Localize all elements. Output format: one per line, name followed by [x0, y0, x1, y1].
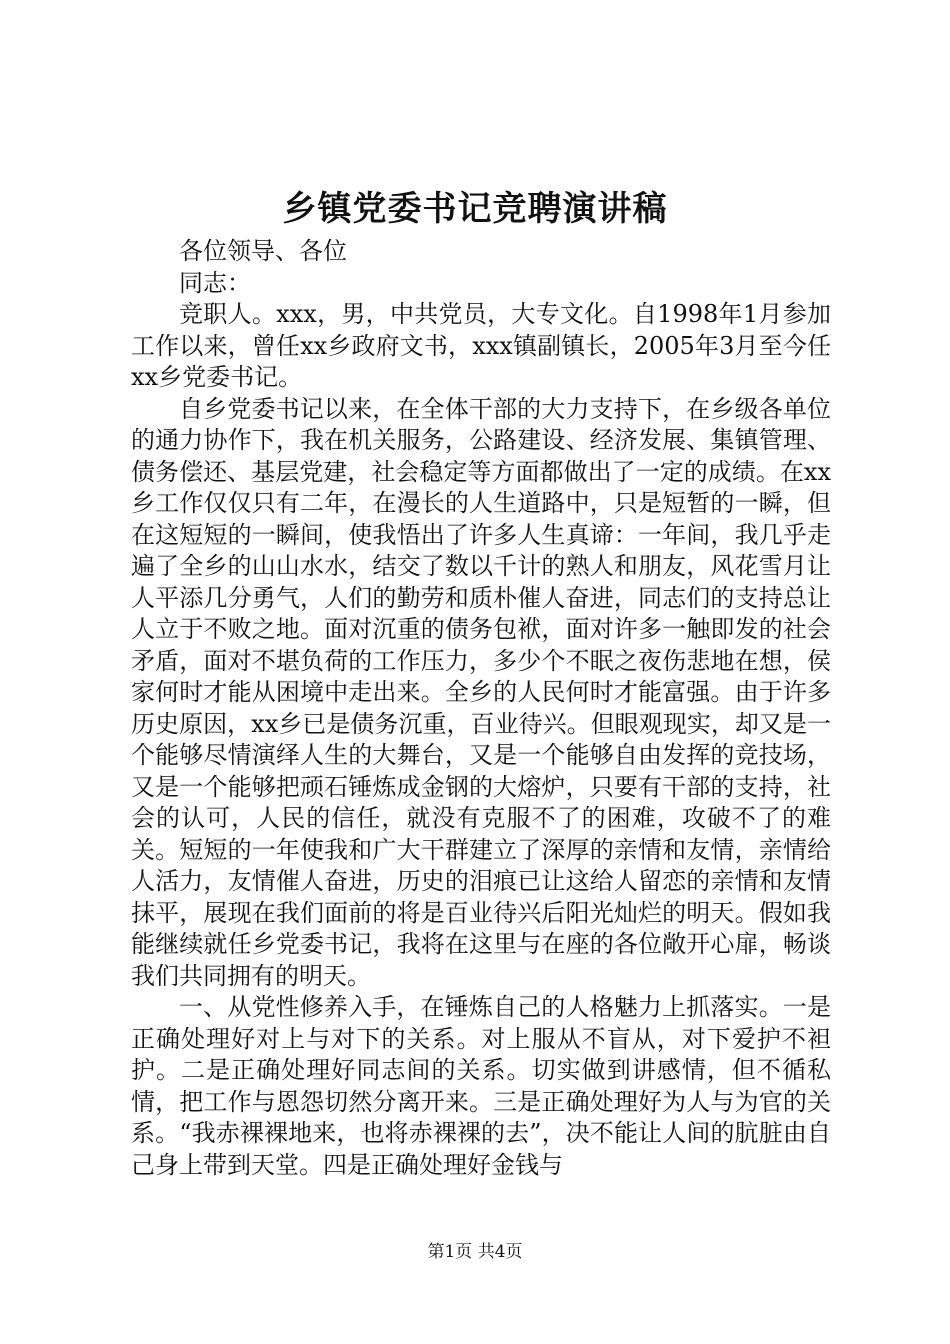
body-paragraph: 竞职人。xxx，男，中共党员，大专文化。自1998年1月参加工作以来，曾任xx乡政府文书，xxx镇副镇长，2005年3月至今任xx乡党委书记。	[131, 300, 831, 391]
document-body	[131, 236, 831, 1181]
page-number-footer: 第1页 共4页	[427, 1242, 523, 1262]
body-paragraph: 自乡党委书记以来，在全体干部的大力支持下，在乡级各单位的通力协作下，我在机关服务，公路建设、经济发展、集镇管理、债务偿还、基层党建，社会稳定等方面都做出了一定的成绩。在xx乡工作仅仅只有二年，在漫长的人生道路中，只是短暂的一瞬，但在这短短的一瞬间，使我悟出了许多人生真谛：一年间，我几乎走遍了全乡的山山水水，结交了数以千计的熟人和朋友，风花雪月让人平添几分勇气，人们的勤劳和质朴催人奋进，同志们的支持总让人立于不败之地。面对沉重的债务包袱，面对许多一触即发的社会矛盾，面对不堪负荷的工作压力，多少个不眠之夜伤悲地在想，侯家何时才能从困境中走出来。全乡的人民何时才能富强。由于许多历史原因，xx乡已是债务沉重，百业待兴。但眼观现实，却又是一个能够尽情演绎人生的大舞台，又是一个能够自由发挥的竞技场，又是一个能够把顽石锤炼成金钢的大熔炉，只要有干部的支持，社会的认可，人民的信任，就没有克服不了的困难，攻破不了的难关。短短的一年使我和广大干群建立了深厚的亲情和友情，亲情给人活力，友情催人奋进，历史的泪痕已让这给人留恋的亲情和友情抹平，展现在我们面前的将是百业待兴后阳光灿烂的明天。假如我能继续就任乡党委书记，我将在这里与在座的各位敞开心扉，畅谈我们共同拥有的明天。	[131, 394, 831, 990]
page-title: 乡镇党委书记竞聘演讲稿	[282, 189, 668, 229]
salutation-line: 各位领导、各位	[179, 237, 347, 265]
salutation-line: 同志：	[179, 268, 251, 297]
body-paragraph: 一、从党性修养入手，在锤炼自己的人格魅力上抓落实。一是正确处理好对上与对下的关系。对上服从不盲从，对下爱护不袒护。二是正确处理好同志间的关系。切实做到讲感情，但不循私情，把工作与恩怨切然分离开来。三是正确处理好为人与为官的关系。“我赤裸裸地来，也将赤裸裸的去”，决不能让人间的肮脏由自己身上带到天堂。四是正确处理好金钱与	[131, 993, 831, 1179]
